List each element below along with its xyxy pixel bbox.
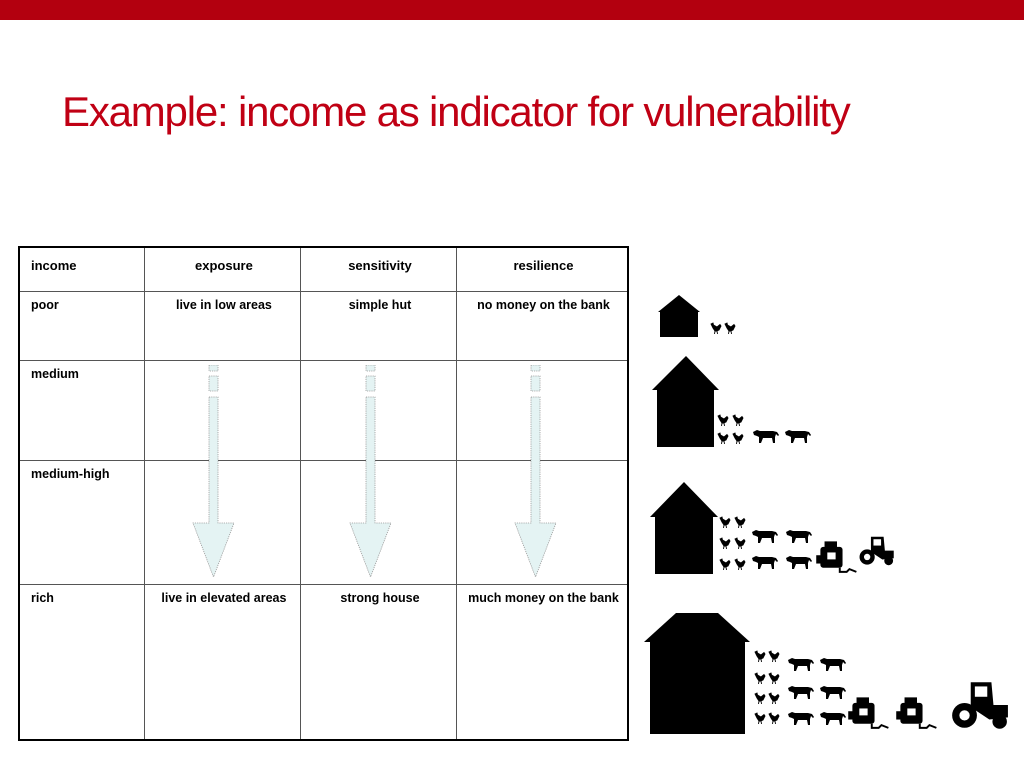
header-exposure: exposure [144, 247, 300, 291]
chicken-icon [720, 517, 730, 528]
cow-icon [820, 712, 846, 725]
house-icon [650, 482, 718, 574]
tractor-icon [860, 537, 894, 566]
cow-icon [753, 430, 779, 443]
water-pump-icon [896, 697, 936, 727]
slide-title: Example: income as indicator for vulnerability [62, 88, 850, 135]
medium-high-assets [650, 482, 894, 574]
cell-sensitivity-poor: simple hut [301, 291, 457, 360]
cell-sensitivity-rich: strong house [301, 584, 457, 740]
chicken-icon [720, 538, 730, 549]
chicken-icon [755, 673, 765, 684]
cell-income-poor: poor [19, 291, 144, 360]
chicken-icon [733, 415, 743, 426]
chicken-icon [735, 559, 745, 570]
cell-resilience-rich: much money on the bank [456, 584, 628, 740]
cow-icon [820, 658, 846, 671]
chicken-icon [755, 713, 765, 724]
chicken-icon [769, 693, 779, 704]
tractor-icon [952, 682, 1008, 729]
cell-exposure-rich: live in elevated areas [144, 584, 300, 740]
header-income: income [19, 247, 144, 291]
cell-income-medium: medium [19, 360, 144, 460]
water-pump-icon [816, 541, 856, 571]
cow-icon [788, 712, 814, 725]
chicken-icon [718, 433, 728, 444]
cow-icon [786, 556, 812, 569]
chicken-icon [735, 538, 745, 549]
header-sensitivity: sensitivity [301, 247, 457, 291]
house-icon [652, 356, 719, 447]
cow-icon [752, 556, 778, 569]
rich-assets [644, 613, 1008, 734]
chicken-icon [769, 673, 779, 684]
chicken-icon [755, 651, 765, 662]
cell-resilience-poor: no money on the bank [456, 291, 628, 360]
chicken-icon [755, 693, 765, 704]
cell-income-medium-high: medium-high [19, 460, 144, 584]
medium-assets [652, 356, 811, 447]
cow-icon [820, 686, 846, 699]
cow-icon [785, 430, 811, 443]
chicken-icon [733, 433, 743, 444]
header-resilience: resilience [456, 247, 628, 291]
chicken-icon [718, 415, 728, 426]
small-hut-icon [658, 295, 700, 337]
chicken-icon [711, 323, 721, 334]
cow-icon [788, 686, 814, 699]
chicken-icon [769, 713, 779, 724]
cow-icon [786, 530, 812, 543]
chicken-icon [769, 651, 779, 662]
cow-icon [788, 658, 814, 671]
chicken-icon [720, 559, 730, 570]
poor-assets [658, 295, 735, 337]
barn-icon [644, 613, 750, 734]
cell-exposure-poor: live in low areas [144, 291, 300, 360]
chicken-icon [725, 323, 735, 334]
cell-income-rich: rich [19, 584, 144, 740]
cow-icon [752, 530, 778, 543]
water-pump-icon [848, 697, 888, 727]
chicken-icon [735, 517, 745, 528]
